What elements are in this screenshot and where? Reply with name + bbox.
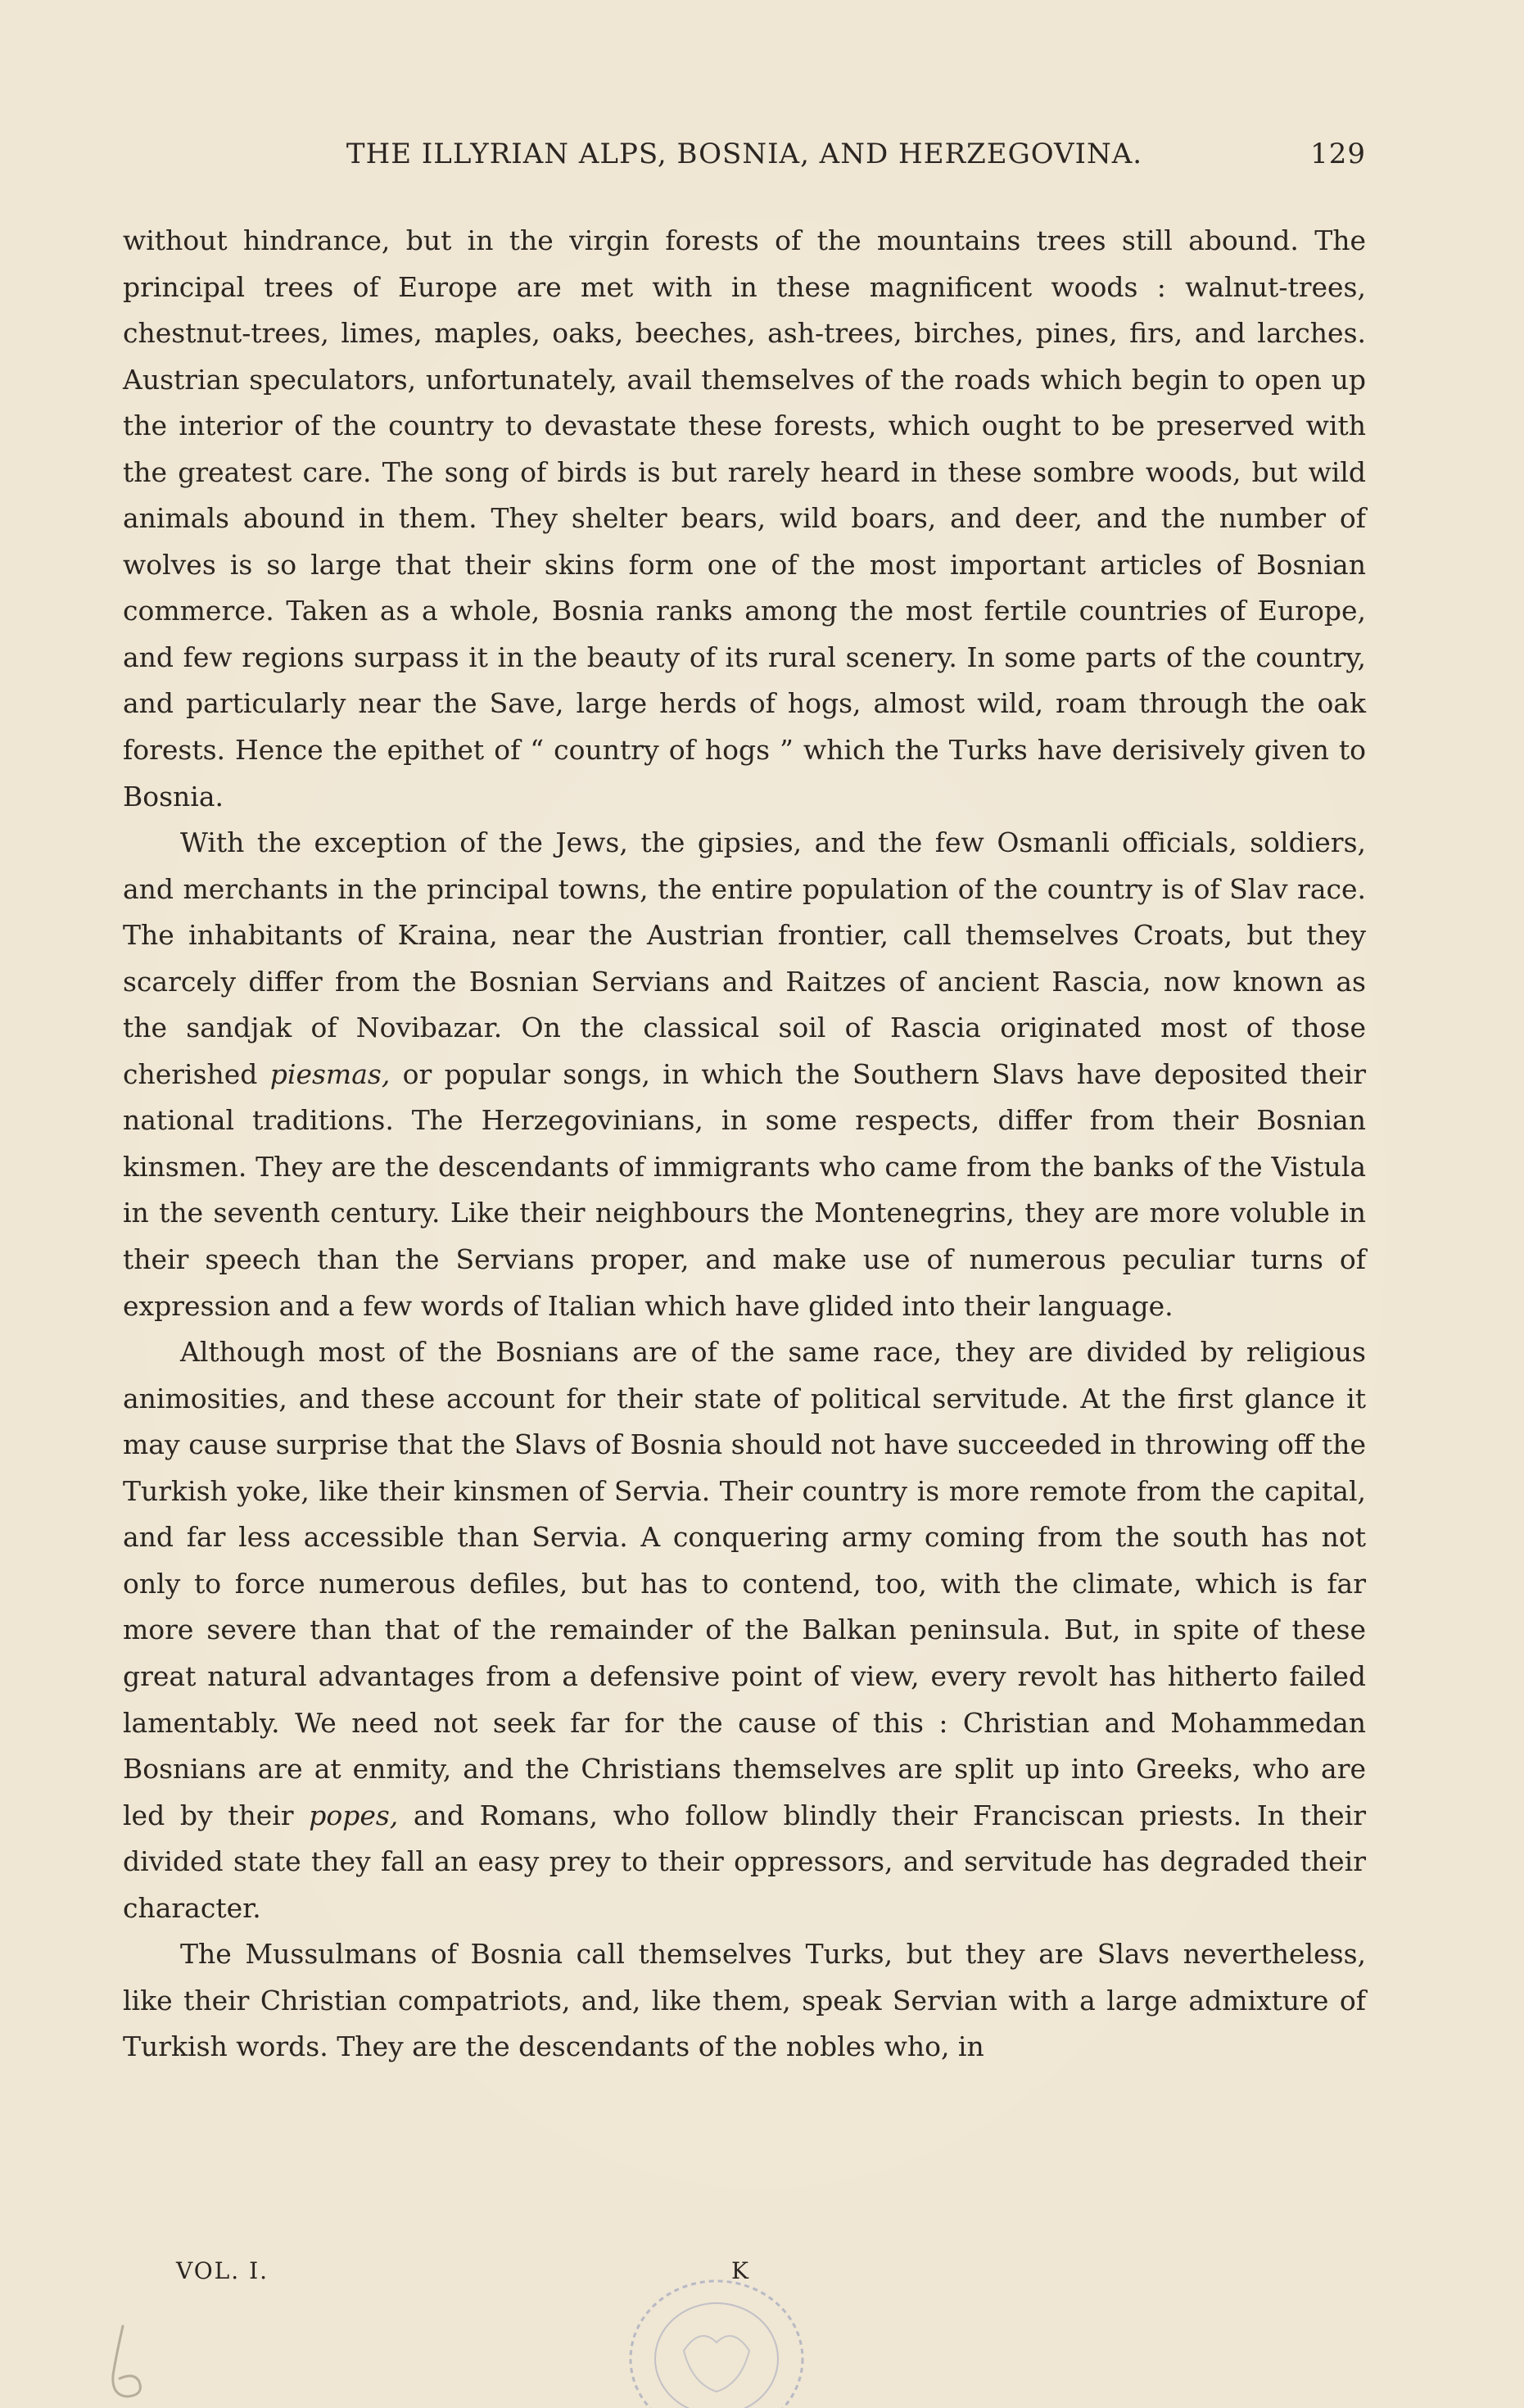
paragraph-4: The Mussulmans of Bosnia call themselves Turks, but they are Slavs nevertheless, like their Christian compatriots, and, like them, speak Servian with a large admixture of Turkish words. They are the descendants of the nobles who, in <box>123 1938 1366 2063</box>
paragraph-3-part-b: and Romans, who follow blindly their Franciscan priests. In their divided state they fall an easy prey to their oppressors, and servitude has degraded their character. <box>123 1799 1366 1924</box>
paragraph-2-part-a: With the exception of the Jews, the gipsies, and the few Osmanli officials, soldiers, and merchants in the principal towns, the entire population of the country is of Slav race. The inhabitants of Kraina, near the Austrian frontier, call themselves Croats, but they scarcely differ from the Bosnian Servians and Raitzes of ancient Rascia, now known as the sandjak of Novibazar. On the classical soil of Rascia originated most of those cherished <box>123 826 1366 1090</box>
gathering-signature-letter: K <box>731 2257 748 2284</box>
paragraph-2 <box>123 820 1366 1329</box>
page-number: 129 <box>1310 138 1366 170</box>
volume-signature: VOL. I. <box>176 2257 269 2284</box>
italic-term-popes: popes, <box>309 1799 399 1831</box>
paragraph-1: without hindrance, but in the virgin forests of the mountains trees still abound. The principal trees of Europe are met with in these magnificent woods : walnut-trees, chestnut-trees, limes, maples, oaks, beeches, ash-trees, birches, pines, firs, and larches. Austrian speculators, unfortunately, avail themselves of the roads which begin to open up the interior of the country to devastate these forests, which ought to be preserved with the greatest care. The song of birds is but rarely heard in these sombre woods, but wild animals abound in them. They shelter bears, wild boars, and deer, and the number of wolves is so large that their skins form one of the most important articles of Bosnian commerce. Taken as a whole, Bosnia ranks among the most fertile countries of Europe, and few regions surpass it in the beauty of its rural scenery. In some parts of the country, and particularly near the Save, large herds of hogs, almost wild, roam through the oak forests. Hence the epithet of “ country of hogs ” which the Turks have derisively given to Bosnia. <box>123 224 1366 812</box>
library-stamp <box>602 2261 831 2408</box>
paragraph-2-part-b: or popular songs, in which the Southern Slavs have deposited their national traditions. The Herzegovinians, in some respects, differ from their Bosnian kinsmen. They are the descendants of immigrants who came from the banks of the Vistula in the seventh century. Like their neighbours the Montenegrins, they are more voluble in their speech than the Servians proper, and make use of numerous peculiar turns of expression and a few words of Italian which have glided into their language. <box>123 1057 1366 1322</box>
italic-term-piesmas: piesmas, <box>269 1057 391 1090</box>
running-head <box>123 138 1366 179</box>
paragraph-3 <box>123 1329 1366 1931</box>
paragraph-3-part-a: Although most of the Bosnians are of the same race, they are divided by religious animosities, and these account for their state of political servitude. At the first glance it may cause surprise that the Slavs of Bosnia should not have succeeded in throwing off the Turkish yoke, like their kinsmen of Servia. Their country is more remote from the capital, and far less accessible than Servia. A conquering army coming from the south has not only to force numerous defiles, but has to contend, too, with the climate, which is far more severe than that of the remainder of the Balkan peninsula. But, in spite of these great natural advantages from a defensive point of view, every revolt has hitherto failed lamentably. We need not seek far for the cause of this : Christian and Mohammedan Bosnians are at enmity, and the Christians themselves are split up into Greeks, who are led by their <box>123 1336 1366 1831</box>
running-title: THE ILLYRIAN ALPS, BOSNIA, AND HERZEGOVINA. <box>346 138 1143 170</box>
pencil-mark <box>98 2318 156 2407</box>
body-text <box>123 218 1366 2071</box>
